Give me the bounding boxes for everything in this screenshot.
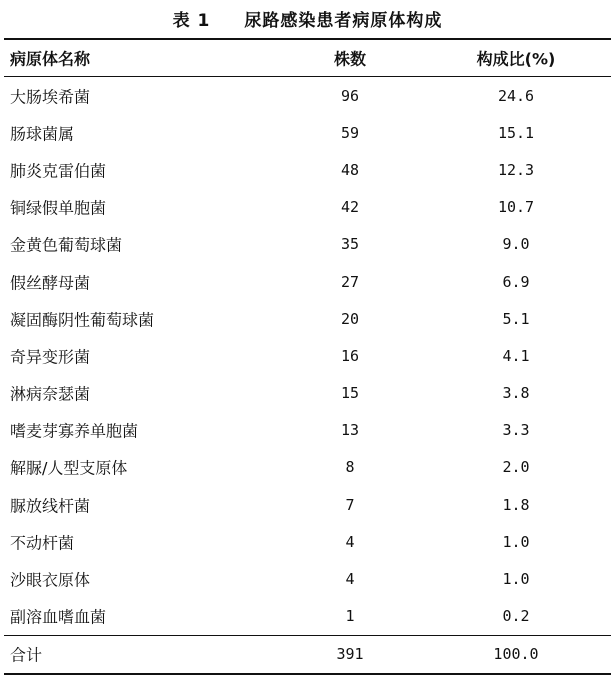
table-row: 凝固酶阴性葡萄球菌 20 5.1 xyxy=(4,300,611,337)
table-row: 大肠埃希菌 96 24.6 xyxy=(4,77,611,114)
table-row: 解脲/人型支原体 8 2.0 xyxy=(4,449,611,486)
table-number: 表 1 xyxy=(172,11,211,31)
table-title: 尿路感染患者病原体构成 xyxy=(244,11,443,31)
table-body xyxy=(4,77,611,635)
pathogen-name-cell: 铜绿假单胞菌 xyxy=(10,198,107,218)
table-row: 不动杆菌 4 1.0 xyxy=(4,523,611,560)
pathogen-name-cell: 肺炎克雷伯菌 xyxy=(10,161,107,181)
pathogen-name-cell: 不动杆菌 xyxy=(10,533,75,553)
pathogen-name-cell: 淋病奈瑟菌 xyxy=(10,384,91,404)
table-row: 肠球菌属 59 15.1 xyxy=(4,114,611,151)
table-row: 淋病奈瑟菌 15 3.8 xyxy=(4,375,611,412)
pathogen-name-cell: 嗜麦芽寡养单胞菌 xyxy=(10,421,139,441)
header-pathogen-name: 病原体名称 xyxy=(10,49,91,69)
table-row: 金黄色葡萄球菌 35 9.0 xyxy=(4,226,611,263)
pathogen-name-cell: 副溶血嗜血菌 xyxy=(10,607,107,627)
table-row: 奇异变形菌 16 4.1 xyxy=(4,337,611,374)
table-caption xyxy=(0,6,615,31)
pathogen-name-cell: 奇异变形菌 xyxy=(10,347,91,367)
pathogen-name-cell: 沙眼衣原体 xyxy=(10,570,91,590)
table-row: 脲放线杆菌 7 1.8 xyxy=(4,486,611,523)
pathogen-name-cell: 假丝酵母菌 xyxy=(10,273,91,293)
table-total-row: 合计 391 100.0 xyxy=(4,635,611,673)
table-header-row: 病原体名称 株数 构成比(%) xyxy=(4,40,611,77)
data-table xyxy=(4,38,611,675)
pathogen-name-cell: 大肠埃希菌 xyxy=(10,87,91,107)
pathogen-name-cell: 肠球菌属 xyxy=(10,124,75,144)
table-row: 假丝酵母菌 27 6.9 xyxy=(4,263,611,300)
pathogen-name-cell: 脲放线杆菌 xyxy=(10,496,91,516)
table-row: 副溶血嗜血菌 1 0.2 xyxy=(4,598,611,635)
pathogen-name-cell: 解脲/人型支原体 xyxy=(10,458,128,478)
total-label: 合计 xyxy=(10,645,43,665)
pathogen-name-cell: 金黄色葡萄球菌 xyxy=(10,235,123,255)
pathogen-name-cell: 凝固酶阴性葡萄球菌 xyxy=(10,310,155,330)
table-row: 肺炎克雷伯菌 48 12.3 xyxy=(4,151,611,188)
table-row: 嗜麦芽寡养单胞菌 13 3.3 xyxy=(4,412,611,449)
table-row: 沙眼衣原体 4 1.0 xyxy=(4,560,611,597)
table-row: 铜绿假单胞菌 42 10.7 xyxy=(4,189,611,226)
